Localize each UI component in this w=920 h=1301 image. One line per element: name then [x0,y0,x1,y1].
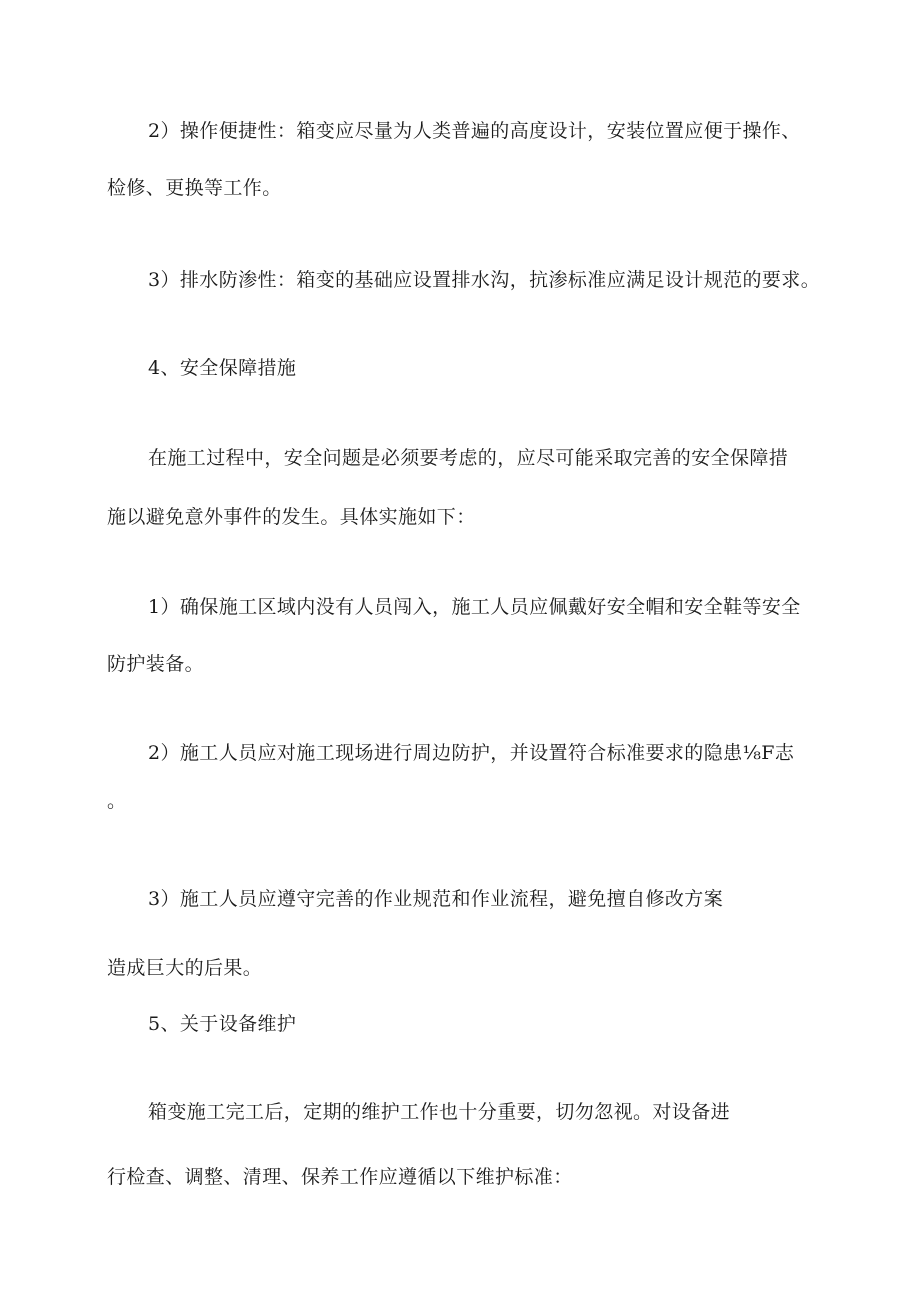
paragraph-safety-item-1-line-1: 1）确保施工区域内没有人员闯入，施工人员应佩戴好安全帽和安全鞋等安全 [148,596,801,618]
paragraph-maintenance-line-2: 行检查、调整、清理、保养工作应遵循以下维护标准： [107,1166,573,1188]
paragraph-safety-item-3-line-1: 3）施工人员应遵守完善的作业规范和作业流程，避免擅自修改方案 [148,888,724,910]
section-heading-safety: 4、安全保障措施 [148,357,297,379]
paragraph-operability-line-2: 检修、更换等工作。 [107,177,282,199]
paragraph-operability-line-1: 2）操作便捷性：箱变应尽量为人类普遍的高度设计，安装位置应便于操作、 [148,120,801,142]
paragraph-drainage-line-1: 3）排水防渗性：箱变的基础应设置排水沟，抗渗标准应满足设计规范的要求。 [148,269,821,291]
section-heading-maintenance: 5、关于设备维护 [148,1013,297,1035]
paragraph-safety-item-2-line-1: 2）施工人员应对施工现场进行周边防护，并设置符合标准要求的隐患⅛F志 [148,742,795,764]
paragraph-safety-item-2-line-2: 。 [107,790,127,812]
paragraph-safety-item-1-line-2: 防护装备。 [107,653,205,675]
paragraph-safety-intro-line-2: 施以避免意外事件的发生。具体实施如下： [107,506,476,528]
paragraph-maintenance-line-1: 箱变施工完工后，定期的维护工作也十分重要，切勿忽视。对设备进 [148,1101,731,1123]
paragraph-safety-item-3-line-2: 造成巨大的后果。 [107,957,263,979]
paragraph-safety-intro-line-1: 在施工过程中，安全问题是必须要考虑的，应尽可能采取完善的安全保障措 [148,447,789,469]
